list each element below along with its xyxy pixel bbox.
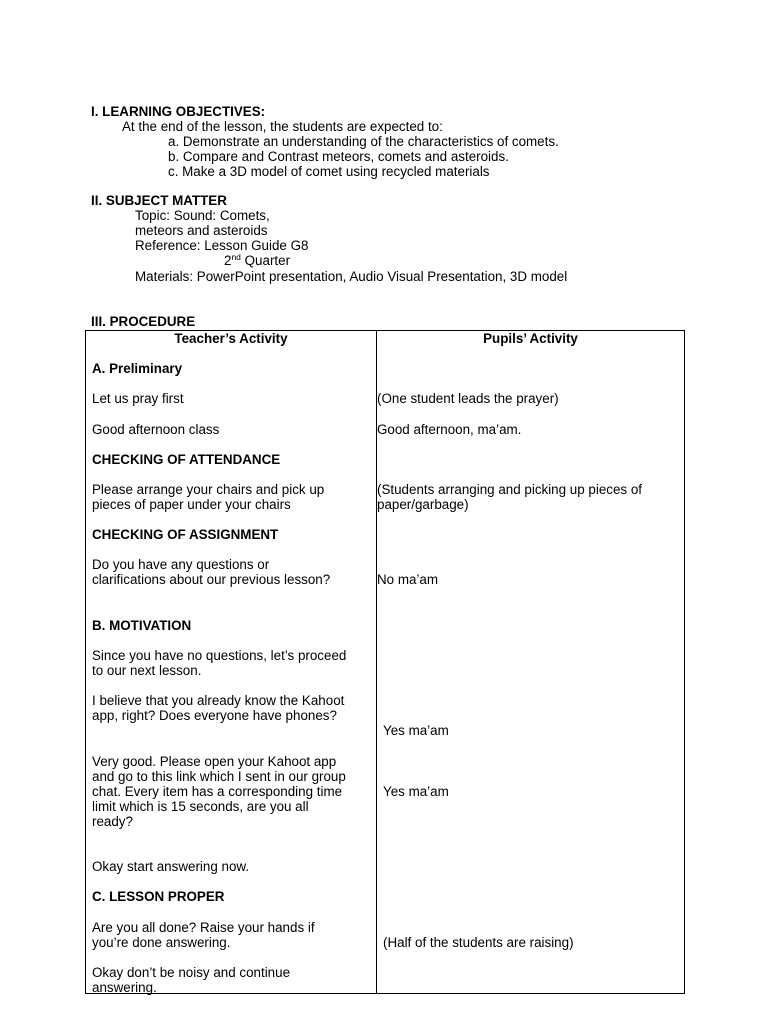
teacher-line: Since you have no questions, let’s proceed xyxy=(92,648,347,663)
teacher-line: limit which is 15 seconds, are you all xyxy=(92,799,309,814)
teacher-column-header: Teacher’s Activity xyxy=(174,331,288,346)
pupil-line: (Students arranging and picking up pieces of xyxy=(377,482,643,497)
teacher-line: answering. xyxy=(92,980,157,995)
subject-topic: Topic: Sound: Comets, xyxy=(135,208,270,223)
teacher-line: Okay don’t be noisy and continue xyxy=(92,965,291,980)
pupil-line: paper/garbage) xyxy=(377,497,469,512)
teacher-line: Are you all done? Raise your hands if xyxy=(92,920,315,935)
objective-item: c. Make a 3D model of comet using recycled materials xyxy=(168,164,490,179)
teacher-line: Very good. Please open your Kahoot app xyxy=(92,754,337,769)
teacher-line: Do you have any questions or xyxy=(92,557,270,572)
procedure-heading: III. PROCEDURE xyxy=(91,314,196,329)
teacher-line: clarifications about our previous lesson? xyxy=(92,572,331,587)
objectives-heading: I. LEARNING OBJECTIVES: xyxy=(91,104,266,119)
teacher-line: and go to this link which I sent in our group xyxy=(92,769,346,784)
pupil-line: Yes ma’am xyxy=(383,723,449,738)
subject-topic-cont: meteors and asteroids xyxy=(135,223,268,238)
pupil-line: No ma’am xyxy=(377,572,439,587)
objective-item: a. Demonstrate an understanding of the characteristics of comets. xyxy=(168,134,559,149)
pupil-line: Yes ma’am xyxy=(383,784,449,799)
pupil-line: (One student leads the prayer) xyxy=(377,391,559,406)
teacher-line: Good afternoon class xyxy=(92,422,220,437)
objective-item: b. Compare and Contrast meteors, comets and asteroids. xyxy=(168,149,509,164)
teacher-line: chat. Every item has a corresponding time xyxy=(92,784,343,799)
teacher-line: Let us pray first xyxy=(92,391,184,406)
teacher-line: ready? xyxy=(92,814,133,829)
section-assignment: CHECKING OF ASSIGNMENT xyxy=(92,527,279,542)
teacher-line: pieces of paper under your chairs xyxy=(92,497,291,512)
teacher-line: to our next lesson. xyxy=(92,663,202,678)
pupil-line: (Half of the students are raising) xyxy=(383,935,574,950)
pupil-line: Good afternoon, ma’am. xyxy=(377,422,522,437)
section-attendance: CHECKING OF ATTENDANCE xyxy=(92,452,281,467)
quarter-word: Quarter xyxy=(240,253,291,268)
subject-reference: Reference: Lesson Guide G8 xyxy=(135,238,309,253)
teacher-line: Okay start answering now. xyxy=(92,859,250,874)
subject-heading: II. SUBJECT MATTER xyxy=(91,193,227,208)
section-motivation: B. MOTIVATION xyxy=(92,618,192,633)
teacher-line: app, right? Does everyone have phones? xyxy=(92,708,337,723)
objectives-intro: At the end of the lesson, the students are expected to: xyxy=(122,119,443,134)
teacher-line: I believe that you already know the Kahoot xyxy=(92,693,345,708)
subject-materials: Materials: PowerPoint presentation, Audio Visual Presentation, 3D model xyxy=(135,269,568,284)
teacher-line: Please arrange your chairs and pick up xyxy=(92,482,325,497)
pupils-column-header: Pupils’ Activity xyxy=(483,331,578,346)
quarter-suffix: nd xyxy=(231,252,241,262)
section-lesson-proper: C. LESSON PROPER xyxy=(92,889,225,904)
quarter-number: 2 xyxy=(224,253,232,268)
section-preliminary: A. Preliminary xyxy=(92,361,183,376)
procedure-table xyxy=(85,330,685,994)
teacher-line: you’re done answering. xyxy=(92,935,231,950)
subject-quarter xyxy=(224,253,290,268)
